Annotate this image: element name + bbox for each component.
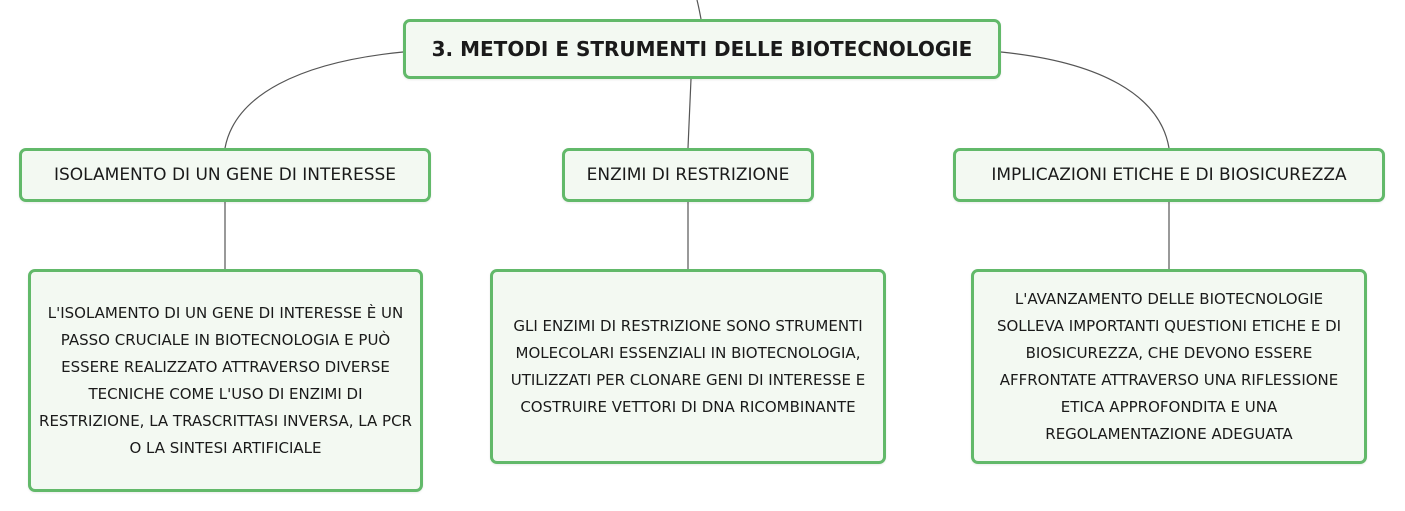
connector-root-to-topic-3 [1001,52,1169,148]
detail-text: L'AVANZAMENTO DELLE BIOTECNOLOGIE SOLLEVA IMPORTANTI QUESTIONI ETICHE E DI BIOSICUREZZA, CHE DEVONO ESSERE AFFRONTATE ATTRAVERSO UNA RIFLESSIONE ETICA APPROFONDITA E UNA REGOLAMENTAZIONE ADEGUATA [996,289,1342,443]
topic-title: ENZIMI DI RESTRIZIONE [586,165,790,185]
connector-root-to-topic-1 [225,52,403,148]
root-topic[interactable] [403,19,1001,79]
topic-isolamento-gene[interactable] [19,148,431,202]
root-topic-title: 3. METODI E STRUMENTI DELLE BIOTECNOLOGIE [431,37,973,61]
detail-text: GLI ENZIMI DI RESTRIZIONE SONO STRUMENTI MOLECOLARI ESSENZIALI IN BIOTECNOLOGIA, UTILIZZATI PER CLONARE GENI DI INTERESSE E COSTRUIRE VETTORI DI DNA RICOMBINANTE [510,316,866,416]
connector-root-to-topic-2 [688,79,691,148]
topic-enzimi-restrizione[interactable] [562,148,814,202]
topic-title: ISOLAMENTO DI UN GENE DI INTERESSE [53,165,397,185]
detail-isolamento-gene[interactable] [28,269,423,492]
topic-title: IMPLICAZIONI ETICHE E DI BIOSICUREZZA [991,165,1347,185]
detail-text: L'ISOLAMENTO DI UN GENE DI INTERESSE È UN PASSO CRUCIALE IN BIOTECNOLOGIA E PUÒ ESSERE REALIZZATO ATTRAVERSO DIVERSE TECNICHE COME L'USO DI ENZIMI DI RESTRIZIONE, LA TRASCRITTASI INVERSA, LA PCR O LA SINTESI ARTIFICIALE [39,303,412,457]
connector-parent-to-root [697,0,701,19]
detail-implicazioni-etiche[interactable] [971,269,1367,464]
detail-enzimi-restrizione[interactable] [490,269,886,464]
topic-implicazioni-etiche[interactable] [953,148,1385,202]
